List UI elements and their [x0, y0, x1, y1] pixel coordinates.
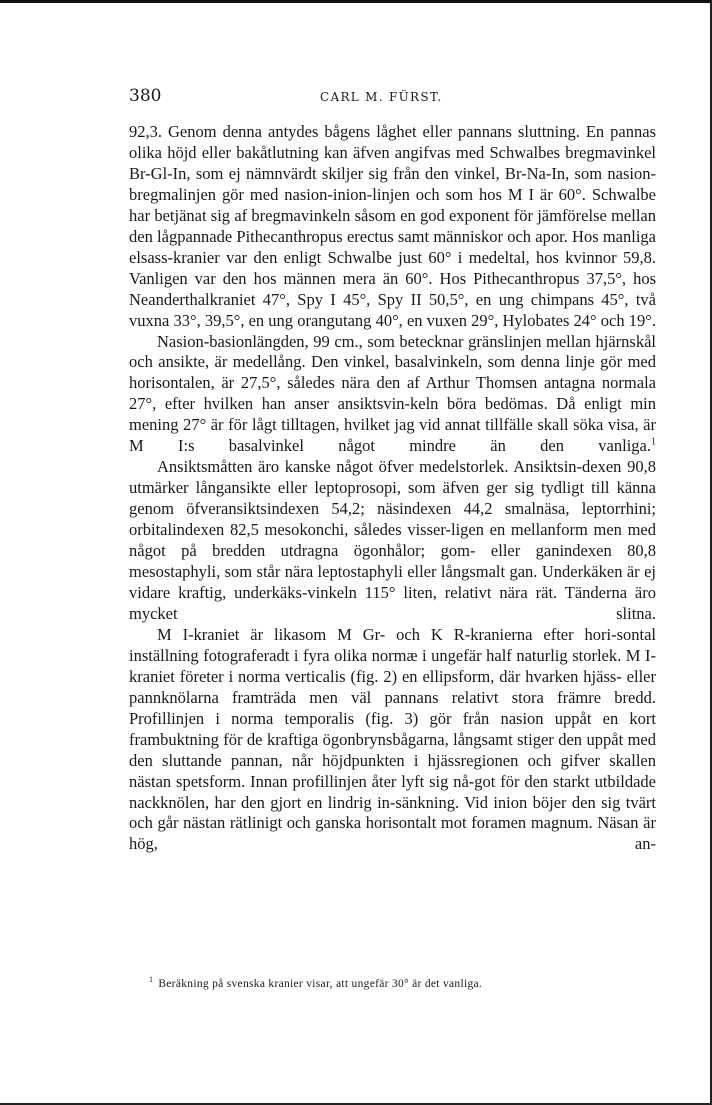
- paragraph-2-text: Nasion-basionlängden, 99 cm., som betecknar gränslinjen mellan hjärnskål och ansikte, är medellång. Den vinkel, basalvinkeln, som denna linje gör med horisontalen, är 27,5°, således nära den af Arthur Thomsen antagna normala 27°, efter hvilken han anser ansiktsvin-keln böra bedömas. Då enligt min mening 27° är för lågt tilltagen, hvilket jag vid annat tillfälle skall söka visa, är M I:s basalvinkel något mindre än den vanliga.: [129, 331, 656, 456]
- body-text: [129, 122, 656, 855]
- footnote: [149, 975, 649, 990]
- paragraph-2: [129, 332, 656, 458]
- footnote-mark: 1: [651, 436, 656, 448]
- scan-top-edge: [0, 0, 712, 3]
- paragraph-4: M I-kraniet är likasom M Gr- och K R-kranierna efter hori-sontal inställning fotograferadt i fyra olika normæ i ungefär half naturlig storlek. M I-kraniet företer i norma verticalis (fig. 2) en ellipsform, där hvarken hjäss- eller pannknölarna framträda men väl pannans relativt stora främre bredd. Profillinjen i norma temporalis (fig. 3) gör från nasion uppåt en kort frambuktning för de kraftiga ögonbrynsbågarna, långsamt stiger den uppåt med den sluttande pannan, når höjdpunkten i hjässregionen och gifver skallen nästan spetsform. Innan profillinjen åter lyft sig nå-got för den starkt utbildade nackknölen, har den gjort en lindrig in-sänkning. Vid inion böjer den sig tvärt och går nästan rätlinigt och ganska horisontalt mot foramen magnum. Näsan är hög, an-: [129, 624, 656, 854]
- footnote-text: Beräkning på svenska kranier visar, att ungefär 30° är det vanliga.: [158, 977, 483, 990]
- footnote-number: 1: [149, 975, 154, 984]
- paragraph-1: 92,3. Genom denna antydes bågens låghet eller pannans sluttning. En pannas olika höjd eller bakåtlutning kan äfven angifvas med Schwalbes bregmavinkel Br-Gl-In, som ej nämnvärdt skiljer sig från den vinkel, Br-Na-In, som nasion-bregmalinjen gör med nasion-inion-linjen och som hos M I är 60°. Schwalbe har betjänat sig af bregmavinkeln såsom en god exponent för jämförelse mellan den lågpannade Pithecanthropus erectus samt människor och apor. Hos manliga elsass-kranier var den enligt Schwalbe just 60° i medeltal, hos kvinnor 59,8. Vanligen var den hos männen mera än 60°. Hos Pithecanthropus 37,5°, hos Neanderthalkraniet 47°, Spy I 45°, Spy II 50,5°, en ung chimpans 45°, två vuxna 33°, 39,5°, en ung orangutang 40°, en vuxen 29°, Hylobates 24° och 19°.: [129, 122, 656, 330]
- paragraph-3: Ansiktsmåtten äro kanske något öfver medelstorlek. Ansiktsin-dexen 90,8 utmärker långansikte eller leptoprosopi, som äfven ger sig tydligt till känna genom öfveransiktsindexen 54,2; näsindexen 44,2 smalnäsa, leptorrhini; orbitalindexen 82,5 mesokonchi, således visser-ligen en mellanform men med något på bredden utdragna ögonhålor; gom- eller ganindexen 80,8 mesostaphyli, som står nära leptostaphyli eller långsmalt gan. Underkäken är ej vidare kraftig, underkäks-vinkeln 115° liten, relativt nära rät. Tänderna äro mycket slitna.: [129, 457, 656, 623]
- running-head: CARL M. FÜRST.: [320, 90, 443, 104]
- page-number: 380: [129, 86, 162, 106]
